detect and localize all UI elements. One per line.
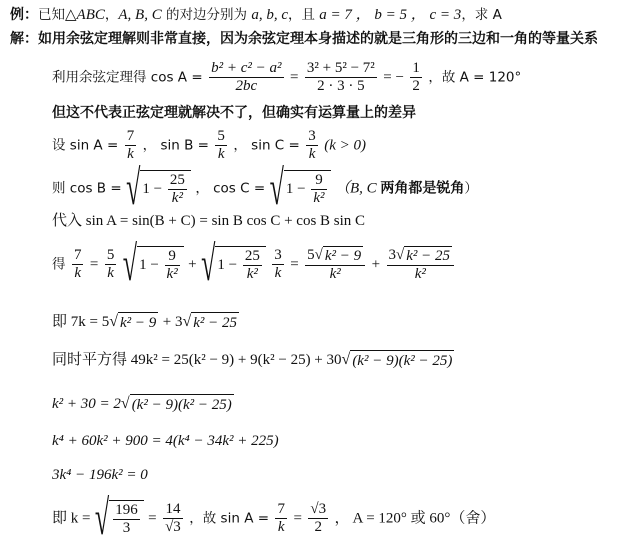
square-root: √ k² − 9	[109, 313, 157, 331]
square-root: √ (k² − 9)(k² − 25)	[120, 395, 232, 413]
fraction: $\frac{14}{√3}$	[165, 501, 181, 535]
cos-line: 则 cos B = √ 1 − $\frac{25}{\text{k²}}$ ， cos C = √ 1 − $\frac{9}{\text{k²}}$ （B, C 两角都是锐角）	[52, 160, 478, 216]
square-root: √ $\frac{196}{3}$	[95, 500, 144, 537]
solution-label: 解：	[10, 31, 38, 47]
equation-line: 3k⁴ − 196k² = 0	[52, 467, 148, 483]
fraction: $\frac{\text{b² + c² − a²}}{2bc}$	[211, 60, 282, 94]
substitute-line: 代入 sin A = sin(B + C) = sin B cos C + cos B sin C	[52, 213, 366, 229]
fraction: $\frac{3}{k}$	[308, 128, 316, 162]
square-root: √ 1 − $\frac{9}{\text{k²}}$	[270, 170, 331, 207]
fraction: $\frac{√3}{2}$	[310, 501, 327, 535]
fraction: $\frac{7}{k}$	[277, 501, 285, 535]
fraction: $\frac{5}{k}$	[217, 128, 225, 162]
emphasis-line: 但这不代表正弦定理就解决不了，但确实有运算量上的差异	[52, 105, 416, 121]
problem-line: 例：已知△ABC，A, B, C 的对边分别为 a, b, c，且 a = 7 ， b = 5 ， c = 3，求 A	[10, 7, 502, 23]
fraction: $\frac{1}{2}$	[412, 60, 420, 94]
fraction: $\frac{5}{k}$	[106, 247, 115, 281]
square-root: √ 1 − $\frac{25}{\text{k²}}$	[126, 170, 191, 207]
square-root: √ k² − 25	[182, 313, 238, 331]
fraction: $\frac{\text{3² + 5² − 7²}}{2 \cdot 3 \cdot 5}$	[306, 60, 375, 94]
equation-line: k² + 30 = 2√ (k² − 9)(k² − 25)	[52, 395, 232, 413]
final-line: 即 k = √ $\frac{196}{3}$ = $\frac{14}{√3}$ ，故 sin A = $\frac{7}{k}$ = $\frac{√3}{2}$ ， A = 120° 或 60°（舍）	[52, 490, 496, 546]
square-root: √ (k² − 9)(k² − 25)	[341, 351, 453, 369]
problem-label: 例：	[10, 7, 38, 23]
fraction: $\frac{3}{k}$	[274, 247, 282, 281]
solution-intro: 解：如用余弦定理解则非常直接，因为余弦定理本身描述的就是三角形的三边和一角的等量关系	[10, 31, 598, 47]
cosine-rule-line: 利用余弦定理得 cos A = $\frac{\text{b² + c² − a²}}{2bc}$ = $\frac{\text{3² + 5² − 7²}}{2 \cdot 3 \cdot 5}$ = − $\frac{1}{2}$ ，故 A = 120°	[52, 60, 522, 94]
get-line: 得 $\frac{7}{k}$ = $\frac{5}{k}$ √ 1 − $\frac{9}{\text{k²}}$ + √ 1 − $\frac{25}{\text{k²}}$ $\frac{3}{k}$ = $\frac{\text{5√ k² − 9}}{\text{k²}}$ + $\frac{\text{3√ k² − 25}}{\text{k²}}$	[52, 246, 456, 283]
equation-line: k⁴ + 60k² + 900 = 4(k⁴ − 34k² + 225)	[52, 433, 279, 449]
square-root: √ 1 − $\frac{25}{\text{k²}}$	[201, 246, 266, 283]
ji-line: 即 7k = 5√ k² − 9 + 3√ k² − 25	[52, 313, 238, 331]
fraction: $\frac{\text{5√ k² − 9}}{\text{k²}}$	[305, 246, 365, 283]
fraction: $\frac{\text{3√ k² − 25}}{\text{k²}}$	[387, 246, 455, 283]
square-line: 同时平方得 49k² = 25(k² − 9) + 9(k² − 25) + 30√ (k² − 9)(k² − 25)	[52, 351, 453, 369]
fraction: $\frac{7}{k}$	[126, 128, 135, 162]
set-sin-line: 设 sin A = $\frac{7}{k}$ ， sin B = $\frac{5}{k}$ ， sin C = $\frac{3}{k}$ (k > 0)	[52, 128, 367, 162]
fraction: $\frac{7}{k}$	[73, 247, 82, 281]
square-root: √ 1 − $\frac{9}{\text{k²}}$	[123, 246, 184, 283]
